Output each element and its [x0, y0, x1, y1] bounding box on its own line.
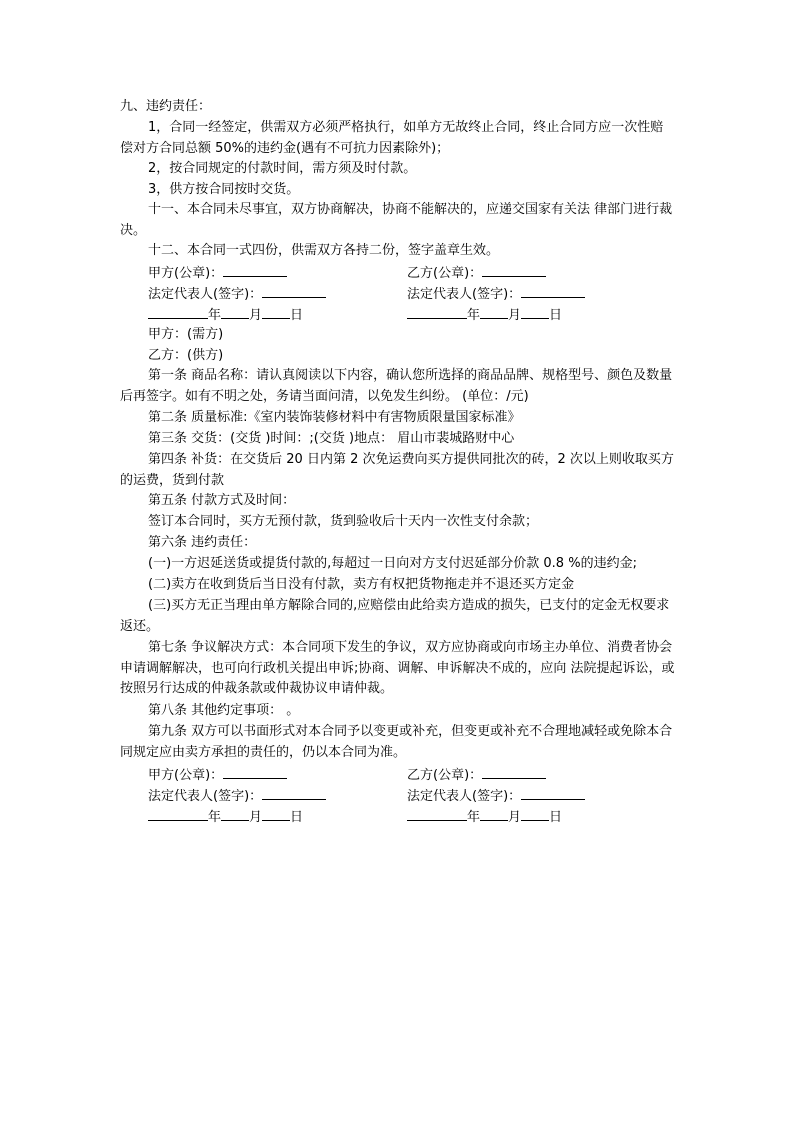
sig1-party-b-legal-rep: 法定代表人(签字)：: [407, 283, 585, 306]
sig2-party-b-seal: 乙方(公章)：: [407, 764, 546, 787]
sig2-party-b-legal-rep: 法定代表人(签字)：: [407, 785, 585, 808]
article-4: 第四条 补货：在交货后 20 日内第 2 次免运费向买方提供同批次的砖，2 次以上则收取买方的运费，货到付款: [120, 452, 674, 488]
party-a-buyer: 甲方：(需方): [148, 327, 224, 342]
party-b-seller: 乙方：(供方): [148, 348, 224, 363]
article-6-item-2: (二)卖方在收到货后当日没有付款，卖方有权把货物拖走并不退还买方定金: [148, 577, 575, 592]
article-6-item-3: (三)买方无正当理由单方解除合同的,应赔偿由此给卖方造成的损失，已支付的定金无权要求返还。: [120, 598, 670, 634]
article-8: 第八条 其他约定事项： 。: [148, 703, 300, 718]
article-9: 第九条 双方可以书面形式对本合同予以变更或补充，但变更或补充不合理地减轻或免除本合同规定应由卖方承担的责任的，仍以本合同为准。: [120, 724, 673, 760]
sig1-party-a-date: 年 月 日: [148, 304, 303, 327]
clause-nine-1: 1，合同一经签定，供需双方必须严格执行，如单方无故终止合同，终止合同方应一次性赔偿对方合同总额 50%的违约金(遇有不可抗力因素除外)；: [120, 120, 664, 156]
sig2-party-b-date: 年 月 日: [407, 806, 562, 829]
sig1-party-a-seal: 甲方(公章)：: [148, 262, 287, 285]
article-3: 第三条 交货：(交货 )时间：;(交货 )地点： 眉山市裴城路财中心: [148, 431, 515, 446]
section-nine-heading: 九、违约责任：: [120, 99, 212, 114]
article-1: 第一条 商品名称：请认真阅读以下内容，确认您所选择的商品品牌、规格型号、颜色及数量后再签字。如有不明之处，务请当面问清，以免发生纠纷。 (单位：/元): [120, 368, 673, 404]
article-5-title: 第五条 付款方式及时间：: [148, 493, 296, 508]
sig1-party-b-date: 年 月 日: [407, 304, 562, 327]
article-2: 第二条 质量标准:《室内装饰装修材料中有害物质限量国家标准》: [148, 410, 521, 425]
article-6-item-1: (一)一方迟延送货或提货付款的,每超过一日向对方支付迟延部分价款 0.8 %的违约金;: [148, 556, 637, 571]
article-7: 第七条 争议解决方式：本合同项下发生的争议，双方应协商或向市场主办单位、消费者协会申请调解解决，也可向行政机关提出申诉;协商、调解、申诉解决不成的，应向 法院提起诉讼，或按照另行达成的仲裁条款或仲裁协议申请仲裁。: [120, 640, 675, 696]
article-6-title: 第六条 违约责任：: [148, 535, 257, 550]
sig1-party-a-legal-rep: 法定代表人(签字)：: [148, 283, 326, 306]
sig2-party-a-seal: 甲方(公章)：: [148, 764, 287, 787]
section-eleven: 十一、本合同未尽事宜，双方协商解决，协商不能解决的，应递交国家有关法 律部门进行裁决。: [120, 202, 673, 238]
sig1-party-b-seal: 乙方(公章)：: [407, 262, 546, 285]
clause-nine-3: 3，供方按合同按时交货。: [148, 182, 300, 197]
section-twelve: 十二、本合同一式四份，供需双方各持二份，签字盖章生效。: [148, 243, 500, 258]
article-5-body: 签订本合同时，买方无预付款，货到验收后十天内一次性支付余款；: [148, 514, 539, 529]
clause-nine-2: 2，按合同规定的付款时间，需方须及时付款。: [148, 161, 417, 176]
sig2-party-a-date: 年 月 日: [148, 806, 303, 829]
sig2-party-a-legal-rep: 法定代表人(签字)：: [148, 785, 326, 808]
